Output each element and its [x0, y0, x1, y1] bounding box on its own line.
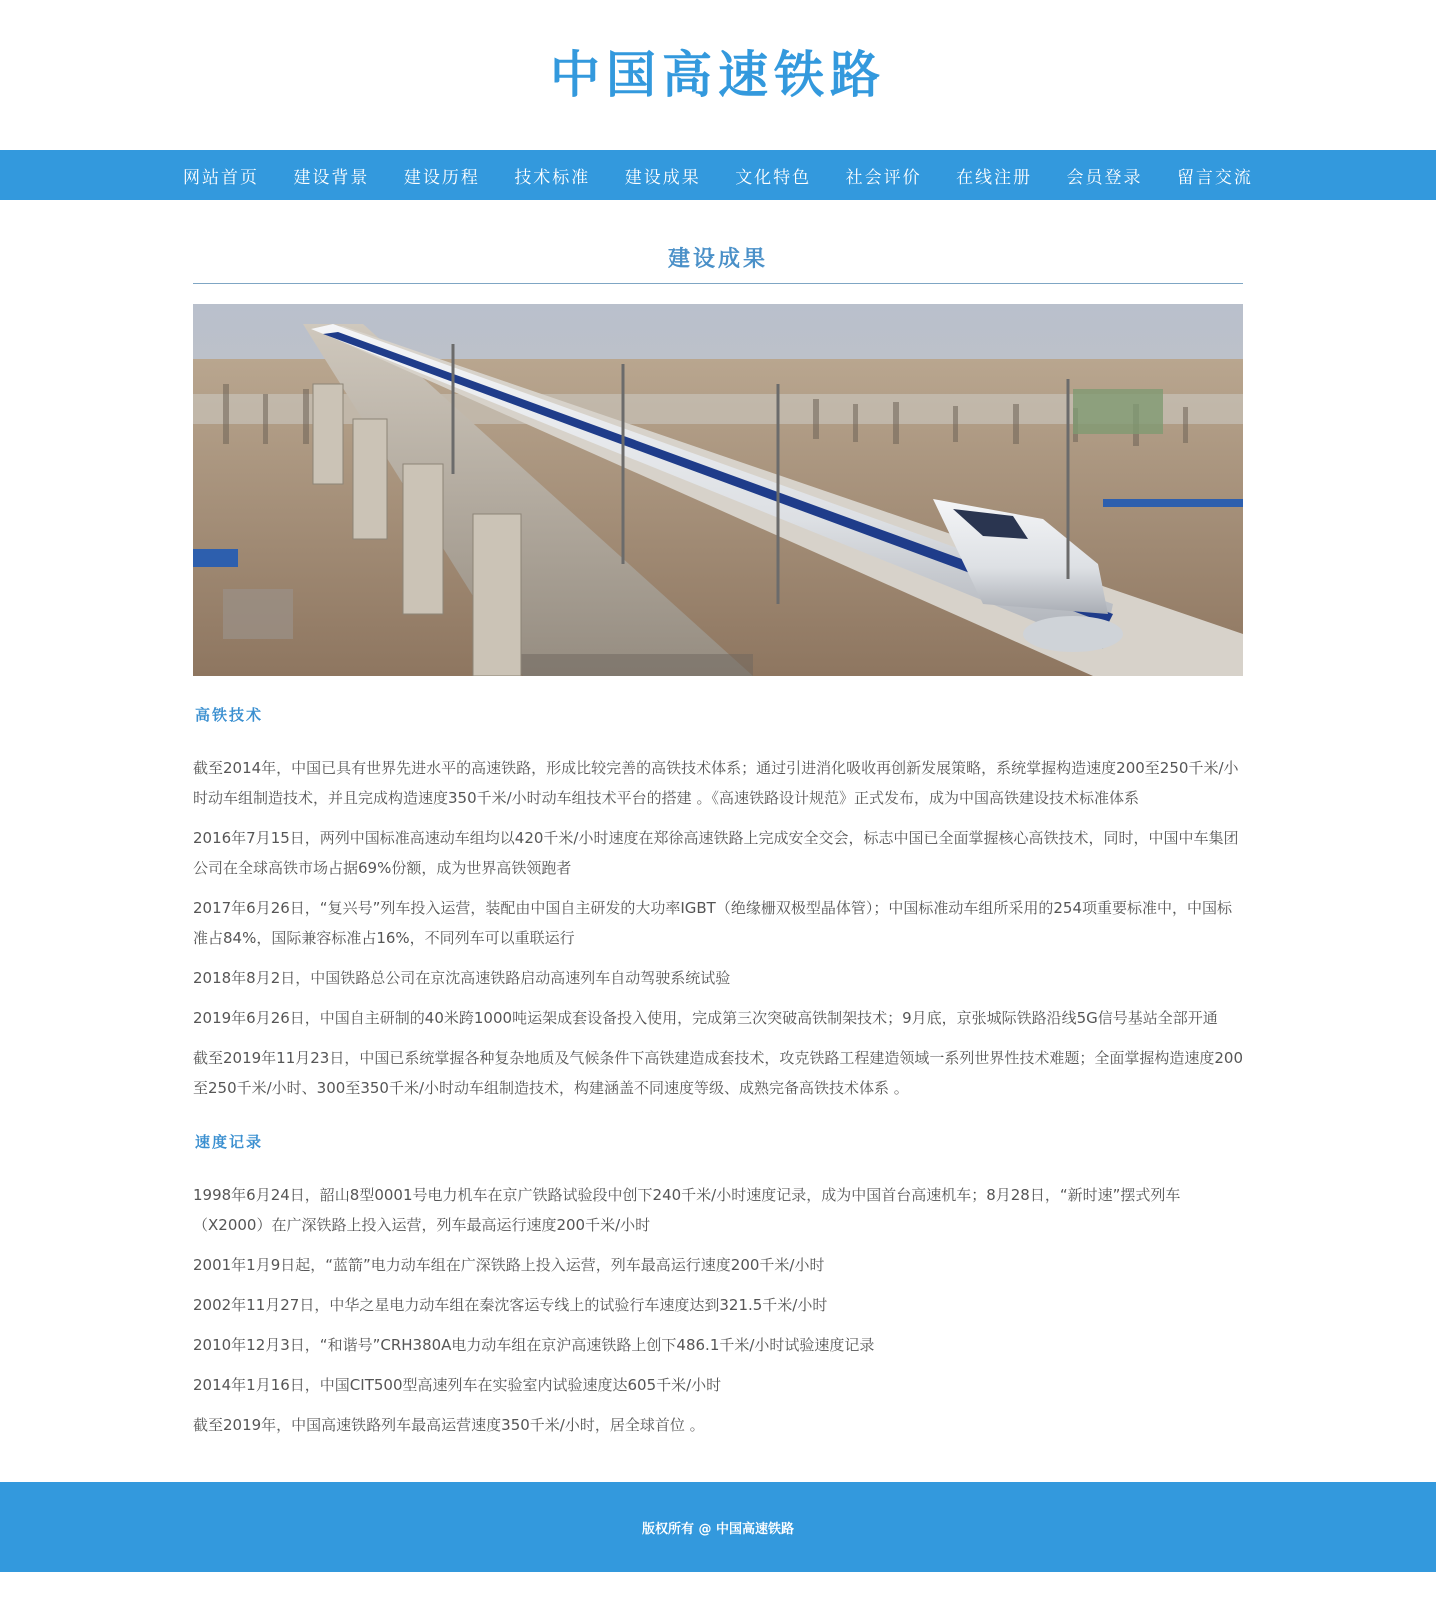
copyright-text: 版权所有 @ 中国高速铁路 [641, 1521, 795, 1537]
section-body-tech [193, 753, 1243, 1103]
section-heading-speed: 速度记录 [195, 1133, 264, 1151]
nav-item-culture[interactable]: 文化特色 [735, 167, 812, 188]
paragraph: 2014年1月16日，中国CIT500型高速列车在实验室内试验速度达605千米/小时 [193, 1376, 722, 1394]
paragraph: 1998年6月24日，韶山8型0001号电力机车在京广铁路试验段中创下240千米/小时速度记录，成为中国首台高速机车；8月28日，“新时速”摆式列车（X2000）在广深铁路上投入运营，列车最高运行速度200千米/小时 [193, 1186, 1181, 1234]
paragraph: 2002年11月27日，中华之星电力动车组在秦沈客运专线上的试验行车速度达到321.5千米/小时 [193, 1296, 828, 1314]
paragraph: 2019年6月26日，中国自主研制的40米跨1000吨运架成套设备投入使用，完成第三次突破高铁制架技术；9月底，京张城际铁路沿线5G信号基站全部开通 [193, 1009, 1218, 1027]
paragraph: 2016年7月15日，两列中国标准高速动车组均以420千米/小时速度在郑徐高速铁路上完成安全交会，标志中国已全面掌握核心高铁技术，同时，中国中车集团公司在全球高铁市场占据69%份额，成为世界高铁领跑者 [193, 829, 1239, 877]
site-header [0, 0, 1436, 150]
paragraph: 截至2019年11月23日，中国已系统掌握各种复杂地质及气候条件下高铁建造成套技术，攻克铁路工程建造领域一系列世界性技术难题；全面掌握构造速度200至250千米/小时、300至350千米/小时动车组制造技术，构建涵盖不同速度等级、成熟完备高铁技术体系 。 [193, 1049, 1243, 1097]
main-nav [0, 150, 1436, 200]
nav-list [178, 163, 1258, 188]
paragraph: 截至2019年，中国高速铁路列车最高运营速度350千米/小时，居全球首位 。 [193, 1416, 705, 1434]
section-heading-tech: 高铁技术 [195, 706, 264, 724]
paragraph: 2001年1月9日起，“蓝箭”电力动车组在广深铁路上投入运营，列车最高运行速度200千米/小时 [193, 1256, 825, 1274]
site-logo: 中国高速铁路 [550, 46, 886, 104]
nav-item-history[interactable]: 建设历程 [403, 167, 480, 188]
paragraph: 2017年6月26日，“复兴号”列车投入运营，装配由中国自主研发的大功率IGBT（绝缘栅双极型晶体管）；中国标准动车组所采用的254项重要标准中，中国标准占84%，国际兼容标准占16%，不同列车可以重联运行 [193, 899, 1232, 947]
nav-item-achievements[interactable]: 建设成果 [624, 167, 701, 188]
paragraph: 2018年8月2日，中国铁路总公司在京沈高速铁路启动高速列车自动驾驶系统试验 [193, 969, 731, 987]
paragraph: 截至2014年，中国已具有世界先进水平的高速铁路，形成比较完善的高铁技术体系；通过引进消化吸收再创新发展策略，系统掌握构造速度200至250千米/小时动车组制造技术，并且完成构造速度350千米/小时动车组技术平台的搭建 。《高速铁路设计规范》正式发布，成为中国高铁建设技术标准体系 [193, 759, 1239, 807]
nav-item-messages[interactable]: 留言交流 [1176, 167, 1253, 188]
nav-item-reviews[interactable]: 社会评价 [845, 167, 922, 188]
nav-item-login[interactable]: 会员登录 [1066, 167, 1143, 188]
nav-item-background[interactable]: 建设背景 [293, 167, 370, 188]
high-speed-train-photo [193, 304, 1243, 676]
paragraph: 2010年12月3日，“和谐号”CRH380A电力动车组在京沪高速铁路上创下486.1千米/小时试验速度记录 [193, 1336, 875, 1354]
nav-item-register[interactable]: 在线注册 [956, 167, 1033, 188]
section-body-speed [193, 1180, 1243, 1440]
site-footer [0, 1482, 1436, 1572]
page-title: 建设成果 [193, 242, 1243, 284]
nav-item-home[interactable]: 网站首页 [183, 167, 259, 188]
main-content [193, 200, 1243, 1440]
nav-item-standards[interactable]: 技术标准 [514, 167, 591, 188]
